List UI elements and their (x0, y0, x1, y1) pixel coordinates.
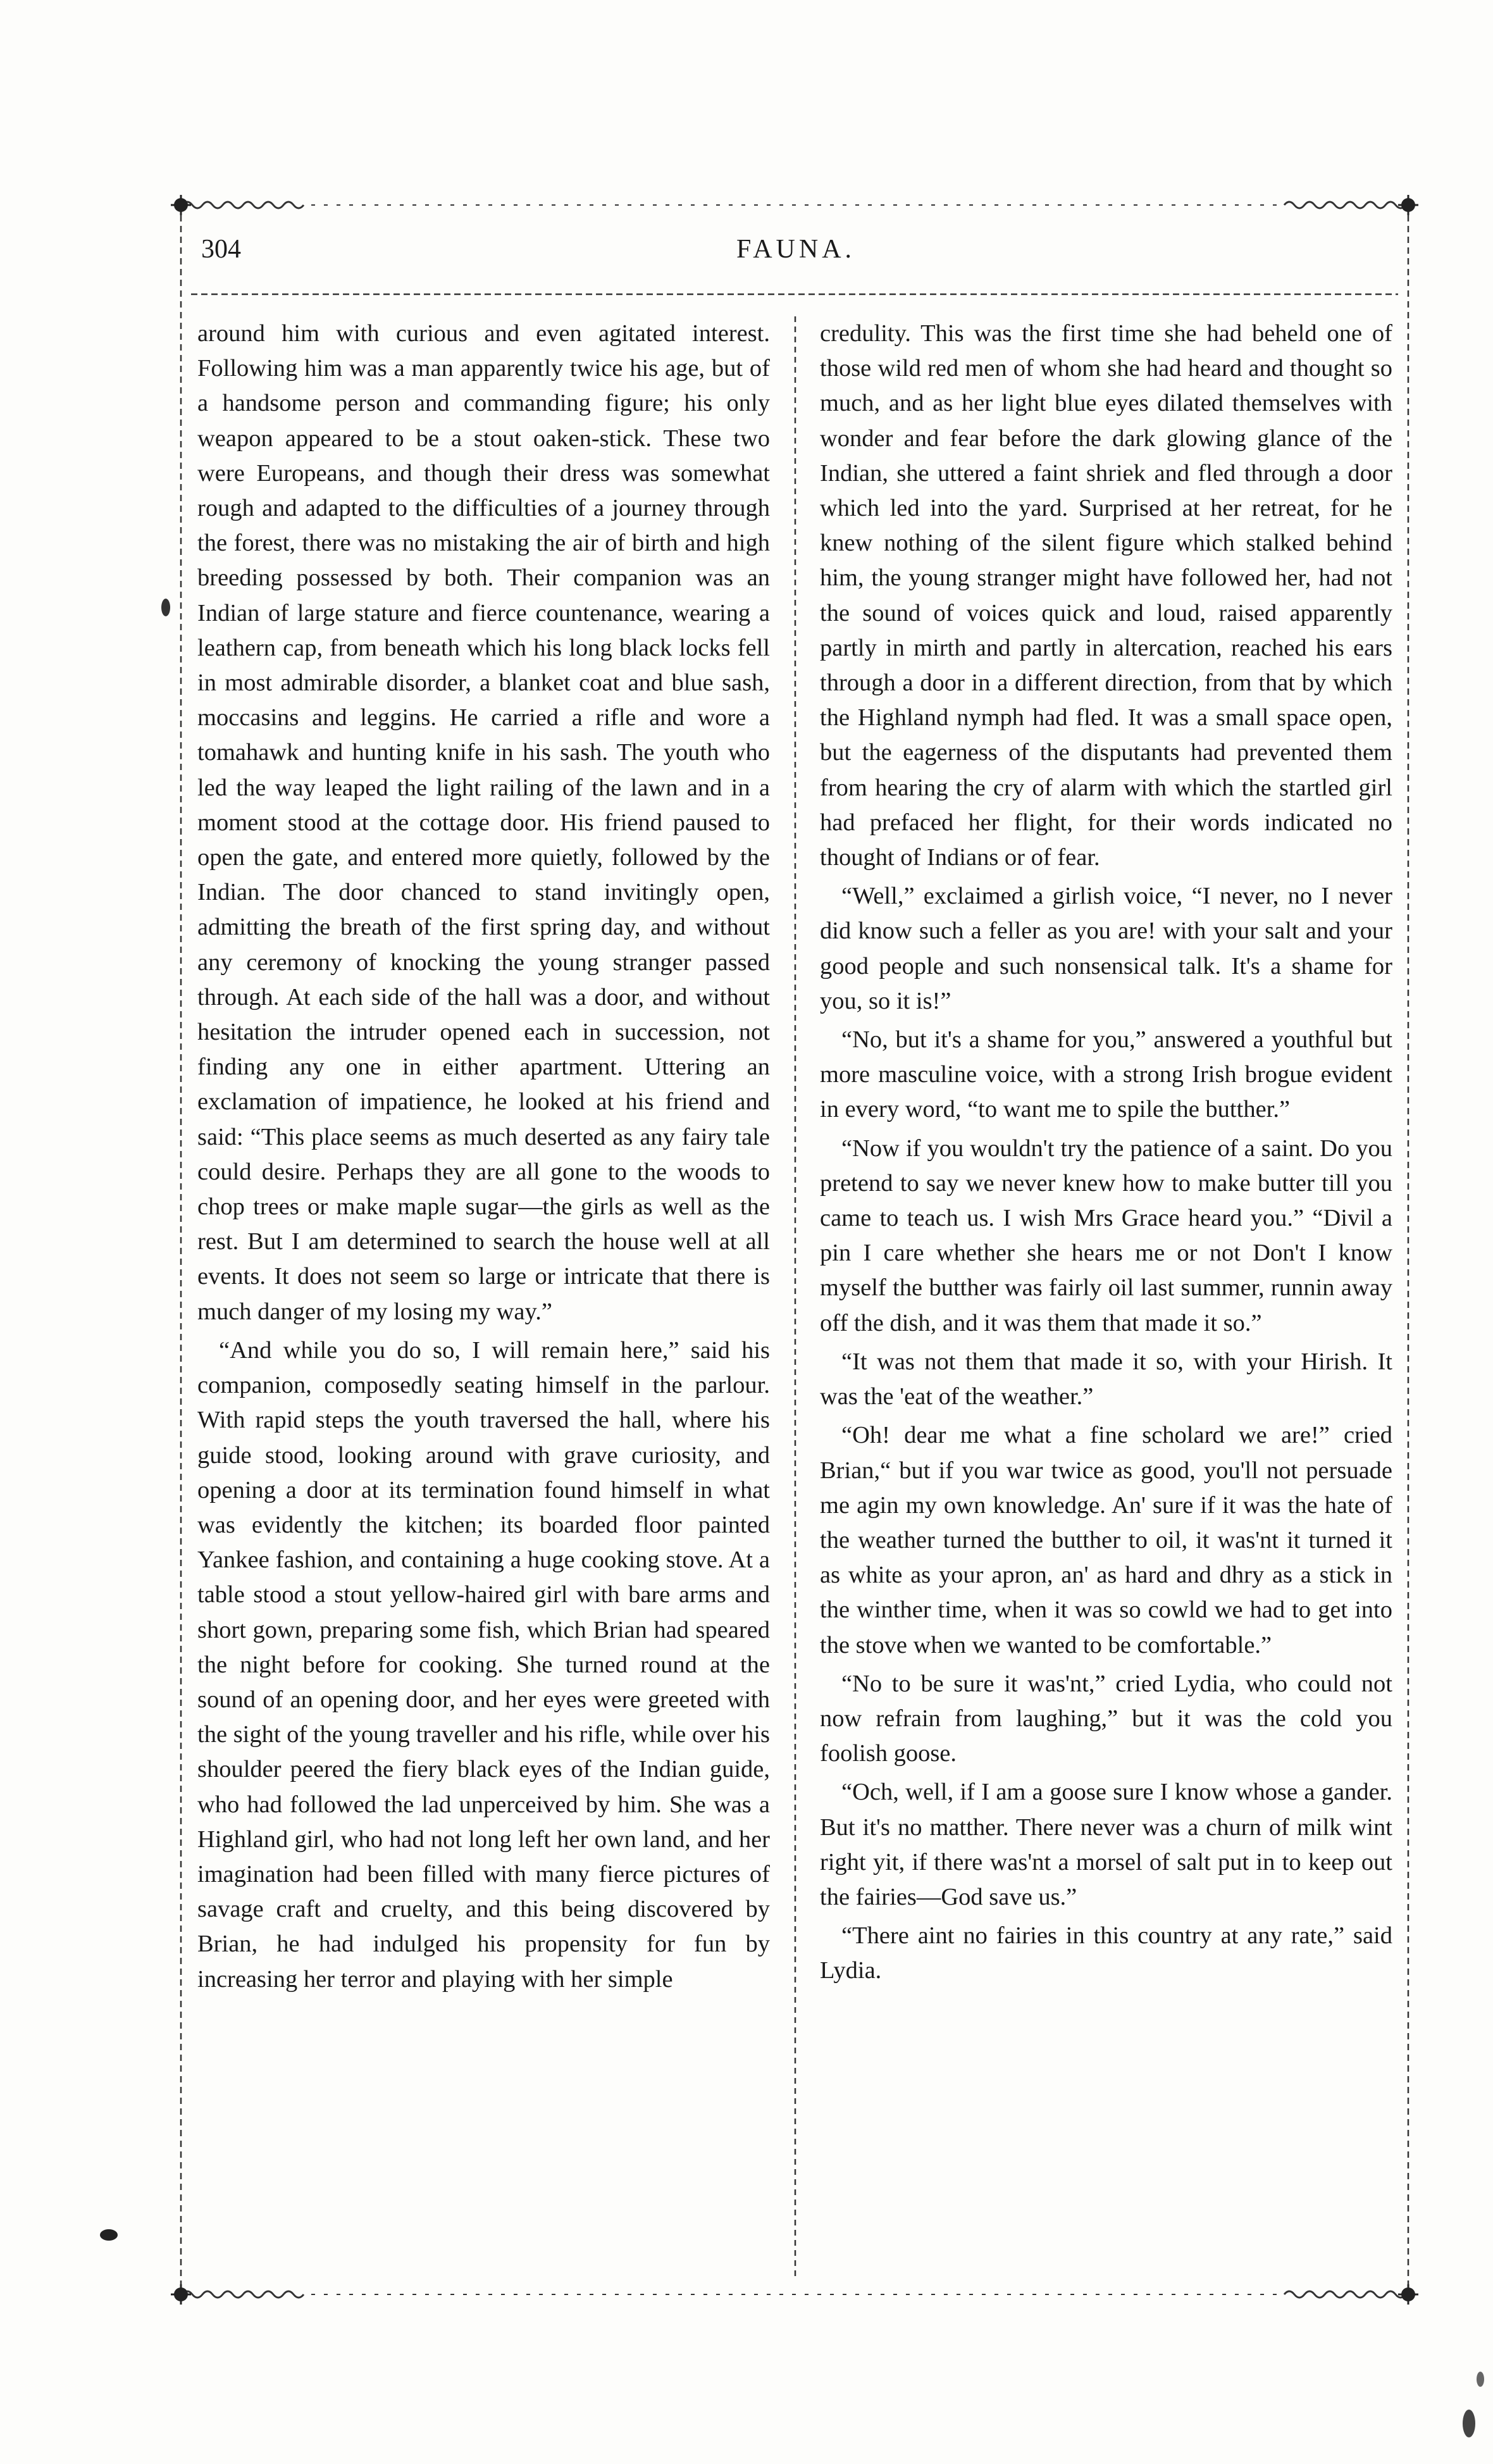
right-column (820, 316, 1392, 1989)
left-column (197, 316, 770, 1997)
paragraph: “No, but it's a shame for you,” answered a youthful but more masculine voice, with a strong Irish brogue evident in every word, “to want me to spile the butther.” (820, 1026, 1392, 1123)
paragraph: “Och, well, if I am a goose sure I know whose a gander. But it's no matther. There never was a churn of milk wint right yit, if there was'nt a morsel of salt put in to keep out the fairies—God save us.” (820, 1779, 1392, 1910)
paragraph: “And while you do so, I will remain here,” said his companion, composedly seating himself in the parlour. With rapid steps the youth traversed the hall, where his guide stood, looking around with grave curiosity, and opening a door at its termination found himself in what was evidently the kitchen; its boarded floor painted Yankee fashion, and containing a huge cooking stove. At a table stood a stout yellow-haired girl with bare arms and short gown, preparing some fish, which Brian had speared the night before for cooking. She turned round at the sound of an opening door, and her eyes were greeted with the sight of the young traveller and his rifle, while over his shoulder peered the fiery black eyes of the Indian guide, who had followed the lad unperceived by him. She was a Highland girl, who had not long left her own land, and her imagination had been filled with many fierce pictures of savage craft and cruelty, and this being discovered by Brian, he had indulged his propensity for fun by increasing her terror and playing with her simple (197, 1336, 770, 1993)
running-title: FAUNA. (736, 235, 856, 264)
paragraph: “It was not them that made it so, with your Hirish. It was the 'eat of the weather.” (820, 1348, 1392, 1410)
page-frame (166, 190, 1423, 2312)
paragraph: “No to be sure it was'nt,” cried Lydia, who could not now refrain from laughing,” but it was the cold you foolish goose. (820, 1670, 1392, 1767)
paragraph: around him with curious and even agitated interest. Following him was a man apparently twice his age, but of a handsome person and commanding figure; his only weapon appeared to be a stout oaken-stick. These two were Europeans, and though their dress was somewhat rough and adapted to the difficulties of a journey through the forest, there was no mistaking the air of birth and high breeding possessed by both. Their companion was an Indian of large stature and fierce countenance, wearing a leathern cap, from beneath which his long black locks fell in most admirable disorder, a blanket coat and blue sash, moccasins and leggins. He carried a rifle and wore a tomahawk and hunting knife in his sash. The youth who led the way leaped the light railing of the lawn and in a moment stood at the cottage door. His friend paused to open the gate, and entered more quietly, followed by the Indian. The door chanced to stand invitingly open, admitting the breath of the first spring day, and without any ceremony of knocking the young stranger passed through. At each side of the hall was a door, and without hesitation the intruder opened each in succession, not finding any one in either apartment. Uttering an exclamation of impatience, he looked at his friend and said: “This place seems as much deserted as any fairy tale could desire. Perhaps they are all gone to the woods to chop trees or make maple sugar—the girls as well as the rest. But I am determined to search the house well at all events. It does not seem so large or intricate that there is much danger of my losing my way.” (197, 320, 770, 1325)
paragraph: “Oh! dear me what a fine scholard we are!” cried Brian,“ but if you war twice as good, you'll not persuade me agin my own knowledge. An' sure if it was the hate of the weather turned the butther to oil, it was'nt it turned it as white as your apron, an' as hard and dhry as a stick in the winther time, when it was so cowld we had to get into the stove when we wanted to be comfortable.” (820, 1422, 1392, 1658)
paragraph: “Well,” exclaimed a girlish voice, “I never, no I never did know such a feller as you are! with your salt and your good people and such nonsensical talk. It's a shame for you, so it is!” (820, 883, 1392, 1014)
paragraph: “There aint no fairies in this country at any rate,” said Lydia. (820, 1922, 1392, 1984)
paragraph: credulity. This was the first time she had beheld one of those wild red men of whom she had heard and thought so much, and as her light blue eyes dilated themselves with wonder and fear before the dark glowing glance of the Indian, she uttered a faint shriek and fled through a door which led into the yard. Surprised at her retreat, for he knew nothing of the silent figure which stalked behind him, the young stranger might have followed her, had not the sound of voices quick and loud, raised apparently partly in mirth and partly in altercation, reached his ears through a door in a different direction, from that by which the Highland nymph had fled. It was a small space open, but the eagerness of the disputants had prevented them from hearing the cry of alarm with which the startled girl had prefaced her flight, for their words indicated no thought of Indians or of fear. (820, 320, 1392, 871)
page-header (201, 232, 1391, 282)
paragraph: “Now if you wouldn't try the patience of a saint. Do you pretend to say we never knew how to make butter till you came to teach us. I wish Mrs Grace heard you.” “Divil a pin I care whether she hears me or not Don't I know myself the butther was fairly oil last summer, runnin away off the dish, and it was them that made it so.” (820, 1135, 1392, 1336)
page-number: 304 (201, 235, 241, 264)
